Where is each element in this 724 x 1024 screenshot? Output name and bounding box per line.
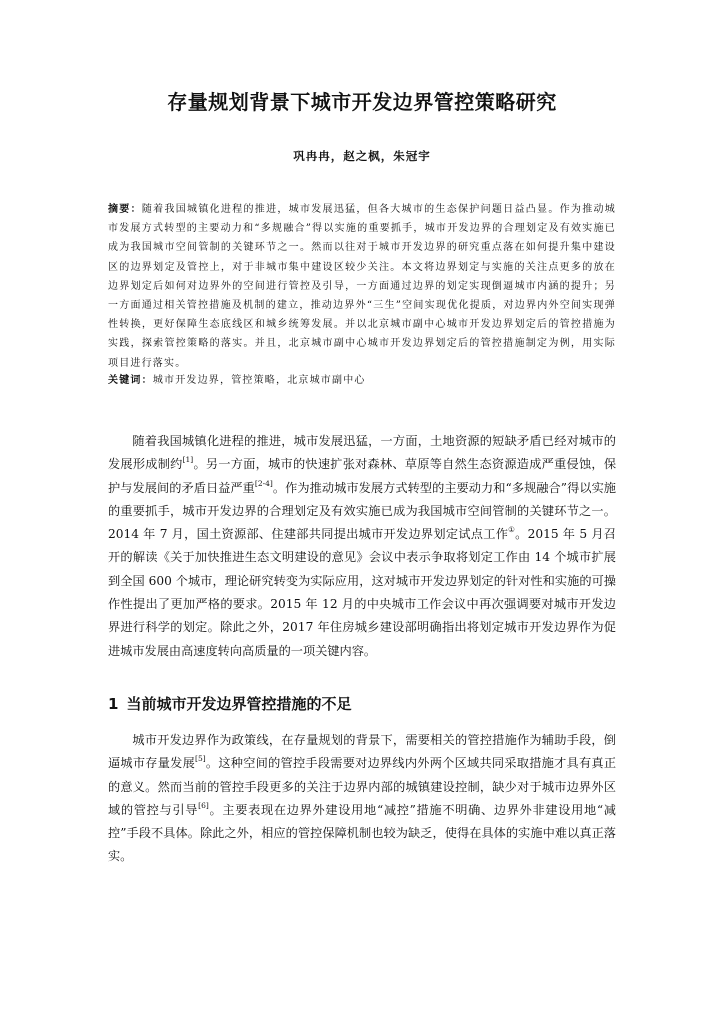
abstract (108, 200, 616, 373)
intro-section (108, 430, 616, 663)
section-title: 当前城市开发边界管控措施的不足 (126, 695, 352, 713)
intro-paragraph (108, 430, 616, 663)
abstract-text: 随着我国城镇化进程的推进，城市发展迅猛，但各大城市的生态保护问题日益凸显。作为推动城市发展方式转型的主要动力和“多规融合”得以实施的重要抓手，城市开发边界的合理划定及有效实施已成为我国城市空间管制的关键环节之一。然而以往对于城市开发边界的研究重点落在如何提升集中建设区的边界划定及管控上，对于非城市集中建设区较少关注。本文将边界划定与实施的关注点更多的放在边界划定后如何对边界外的空间进行管控及引导，一方面通过边界的划定实现倒逼城市内涵的提升；另一方面通过相关管控措施及机制的建立，推动边界外“三生”空间实现优化提质，对边界内外空间实现弹性转换，更好保障生态底线区和城乡统筹发展。并以北京城市副中心城市开发边界划定后的管控措施为实践，探索管控策略的落实。并且，北京城市副中心城市开发边界划定后的管控措施制定为例，用实际项目进行落实。 (108, 204, 616, 369)
author-list: 巩冉冉，赵之枫，朱冠宇 (293, 149, 431, 163)
section-1-text-2: 。这种空间的管控手段需要对边界线内外两个区域共同采取措施才具有真正的意义。然而当前的管控手段更多的关注于边界内部的城镇建设控制，缺少对于城市边界外区域的管控与引导 (108, 756, 617, 817)
intro-text-3: 。作为推动城市发展方式转型的主要动力和“多规融合”得以实施的重要抓手，城市开发边界的合理划定及有效实施已成为我国城市空间管制的关键环节之一。2014 年 7 月，国土资源部、住建部共同提出城市开发边界划定试点工作 (108, 480, 616, 542)
citation-ref: [5] (195, 754, 206, 764)
footnote-ref: ① (508, 525, 516, 535)
citation-ref: [2-4] (254, 478, 273, 488)
intro-text-1: 随着我国城镇化进程的推进，城市发展迅猛，一方面，土地资源的短缺矛盾已经对城市的发展形成制约 (108, 434, 616, 472)
section-heading (108, 693, 351, 714)
section-1-text-3: 。主要表现在边界外建设用地“减控”措施不明确、边界外非建设用地“减控”手段不具体。除此之外，相应的管控保障机制也较为缺乏，使得在具体的实施中难以真正落实。 (108, 802, 616, 864)
section-number: 1 (108, 695, 119, 713)
citation-ref: [1] (182, 455, 194, 465)
section-1-text-1: 城市开发边界作为政策线，在存量规划的背景下，需要相关的管控措施作为辅助手段，倒逼城市存量发展 (108, 733, 616, 771)
paper-title: 存量规划背景下城市开发边界管控策略研究 (167, 90, 557, 114)
intro-text-2: 。另一方面，城市的快速扩张对森林、草原等自然生态资源造成严重侵蚀，保护与发展间的矛盾日益严重 (108, 457, 617, 495)
intro-text-4: 。2015 年 5 月召开的解读《关于加快推进生态文明建设的意见》会议中表示争取将划定工作由 14 个城市扩展到全国 600 个城市，理论研究转变为实际应用，这对城市开发边界划定的针对性和实施的可操作性提出了更加严格的要求。2015 年 12 月的中央城市工作会议中再次强调要对城市开发边界进行科学的划定。除此之外，2017 年住房城乡建设部明确指出将划定城市开发边界作为促进城市发展由高速度转向高质量的一项关键内容。 (108, 527, 616, 658)
citation-ref: [6] (198, 800, 209, 810)
keywords-label: 关键词： (108, 375, 153, 386)
keywords (108, 371, 616, 390)
keywords-text: 城市开发边界，管控策略，北京城市副中心 (152, 375, 366, 386)
section-1-body (108, 729, 616, 869)
abstract-label: 摘要： (108, 204, 142, 215)
section-1-paragraph (108, 729, 616, 869)
